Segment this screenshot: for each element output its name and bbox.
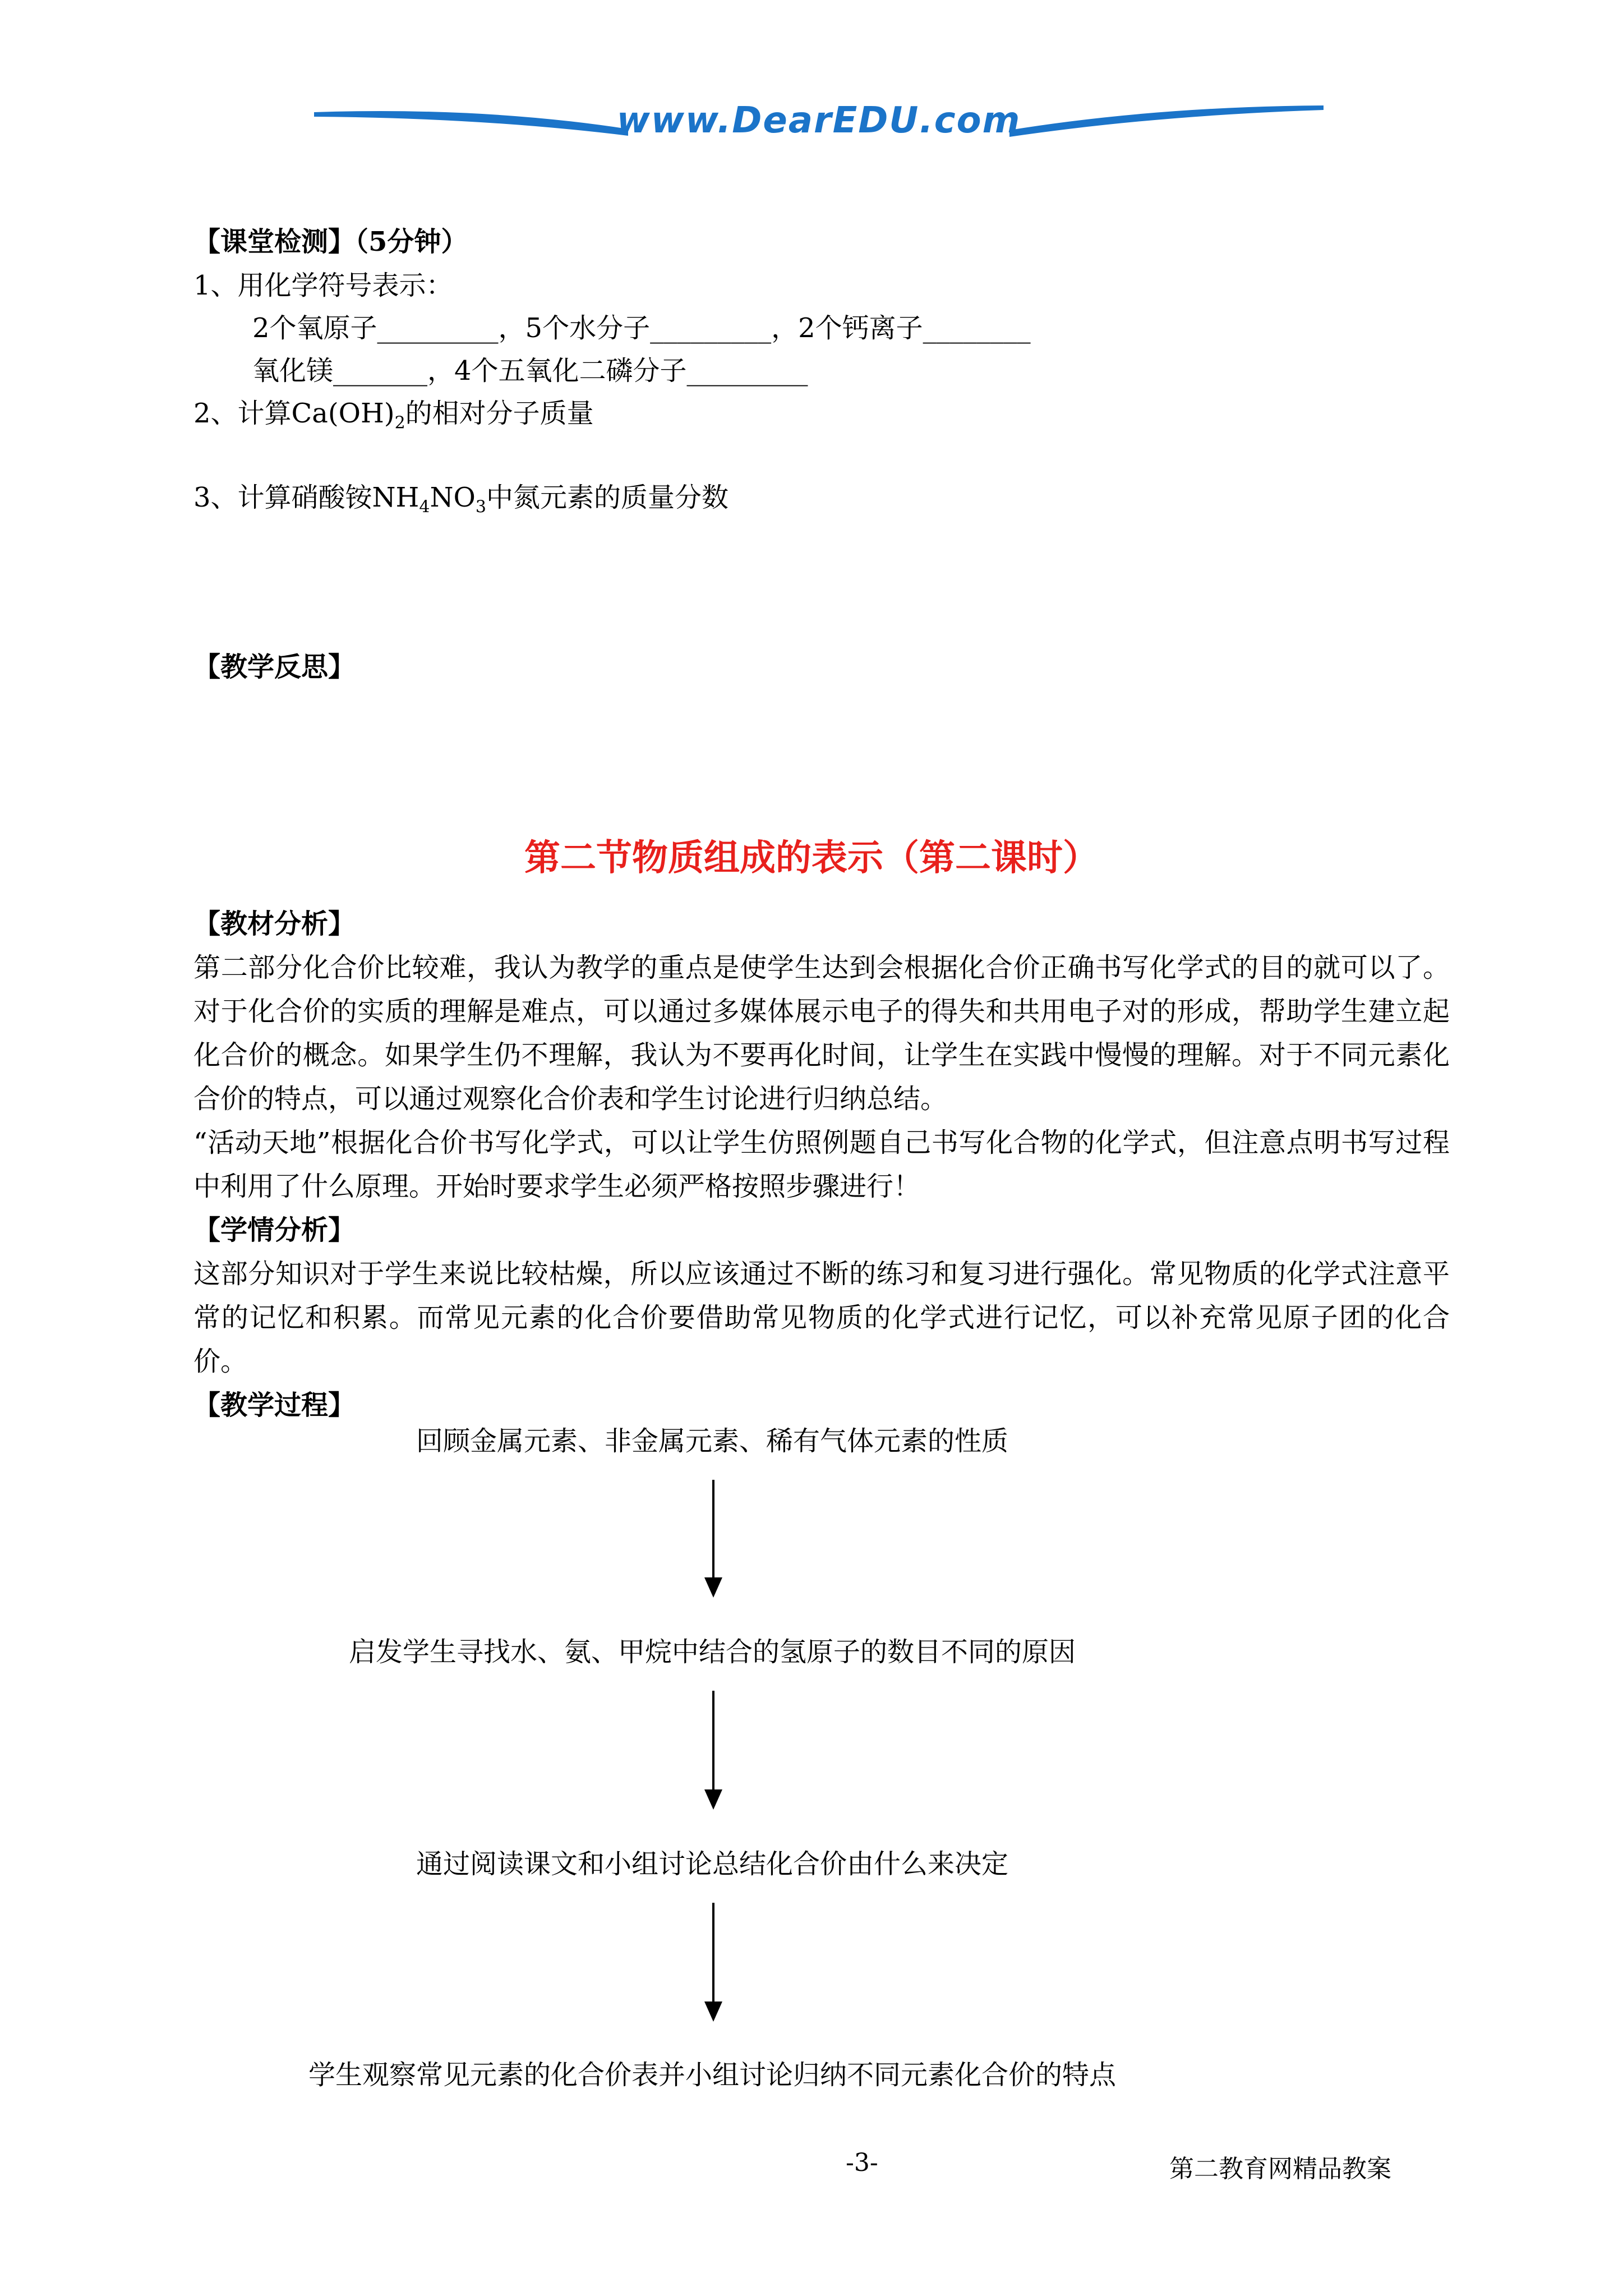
question-1: 1、用化学符号表示： — [193, 270, 453, 301]
question-1-line-1: 2个氧原子_________，5个水分子_________，2个钙离子________ — [252, 312, 1031, 344]
arrow-head-icon — [704, 1789, 722, 1810]
arrow-head-icon — [704, 1577, 722, 1598]
check-heading: 【课堂检测】 — [193, 226, 356, 257]
question-3-subscript-1: 4 — [419, 497, 430, 517]
footer-label: 第二教育网精品教案 — [1169, 2155, 1391, 2183]
process-step-1: 回顾金属元素、非金属元素、稀有气体元素的性质 — [416, 1425, 1008, 1457]
flow-arrow-1 — [712, 1480, 714, 1581]
question-2-suffix: 的相对分子质量 — [405, 398, 594, 429]
site-url: www.DearEDU.com — [616, 100, 1021, 141]
question-2-prefix: 2、计算Ca(OH) — [193, 398, 395, 429]
question-2 — [193, 392, 594, 445]
analysis-heading: 【教材分析】 — [193, 908, 356, 940]
question-3-prefix: 3、计算硝酸铵NH — [193, 482, 419, 513]
question-1-line-2: 氧化镁_______，4个五氧化二磷分子_________ — [252, 355, 808, 386]
flow-arrow-3 — [712, 1903, 714, 2005]
question-2-subscript: 2 — [394, 413, 405, 433]
section-title: 第二节物质组成的表示（第二课时） — [524, 837, 1099, 879]
learner-paragraph: 这部分知识对于学生来说比较枯燥，所以应该通过不断的练习和复习进行强化。常见物质的化学式注意平常的记忆和积累。而常见元素的化合价要借助常见物质的化学式进行记忆，可以补充常见原子团的化合价。 — [193, 1258, 1450, 1377]
question-3-mid: NO — [430, 482, 476, 513]
check-heading-line — [193, 220, 468, 264]
process-step-2: 启发学生寻找水、氨、甲烷中结合的氢原子的数目不同的原因 — [348, 1636, 1076, 1668]
process-step-4: 学生观察常见元素的化合价表并小组讨论归纳不同元素化合价的特点 — [308, 2059, 1116, 2091]
question-3 — [193, 476, 728, 530]
reflection-heading: 【教学反思】 — [193, 651, 356, 683]
question-3-subscript-2: 3 — [475, 497, 486, 517]
question-3-suffix: 中氮元素的质量分数 — [486, 482, 728, 513]
site-logo — [314, 95, 1324, 157]
arrow-head-icon — [704, 2001, 722, 2022]
flow-arrow-2 — [712, 1691, 714, 1793]
analysis-paragraph-1: 第二部分化合价比较难，我认为教学的重点是使学生达到会根据化合价正确书写化学式的目的就可以了。对于化合价的实质的理解是难点，可以通过多媒体展示电子的得失和共用电子对的形成，帮助学生建立起化合价的概念。如果学生仍不理解，我认为不要再化时间，让学生在实践中慢慢的理解。对于不同元素化合价的特点，可以通过观察化合价表和学生讨论进行归纳总结。 — [193, 952, 1450, 1115]
process-heading: 【教学过程】 — [193, 1389, 356, 1421]
analysis-paragraph-2: “活动天地”根据化合价书写化学式，可以让学生仿照例题自己书写化合物的化学式，但注意点明书写过程中利用了什么原理。开始时要求学生必须严格按照步骤进行！ — [193, 1127, 1450, 1202]
check-time: （5分钟） — [355, 226, 468, 257]
page-number: -3- — [846, 2148, 878, 2177]
process-step-3: 通过阅读课文和小组讨论总结化合价由什么来决定 — [416, 1848, 1008, 1880]
learner-heading: 【学情分析】 — [193, 1214, 356, 1246]
